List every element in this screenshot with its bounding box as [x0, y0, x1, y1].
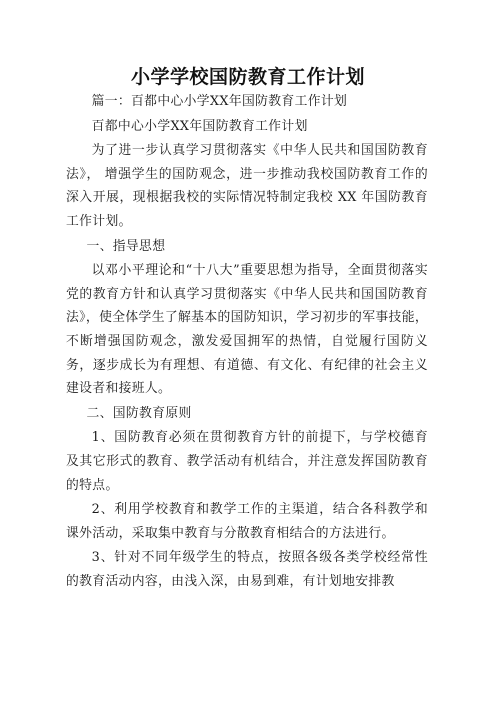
plan-name-line: 百都中心小学XX年国防教育工作计划	[91, 118, 308, 134]
heading-guiding-ideology: 一、指导思想	[86, 238, 166, 254]
guiding-ideology-paragraph: 以邓小平理论和“十八大”重要思想为指导，全面贯彻落实党的教育方针和认真学习贯彻落实《中华人民共和国国防教育法》，使全体学生了解基本的国防知识，学习初步的军事技能，不断增强国防观念，激发爱国拥军的热情，自觉履行国防义务，逐步成长为有理想、有道德、有文化、有纪律的社会主义建设者和接班人。	[66, 263, 428, 397]
intro-paragraph: 为了进一步认真学习贯彻落实《中华人民共和国国防教育法》， 增强学生的国防观念，进一步推动我校国防教育工作的深入开展，现根据我校的实际情况特制定我校 XX 年国防教育工作计划。	[66, 143, 428, 229]
section-source-heading: 篇一：百都中心小学XX年国防教育工作计划	[91, 94, 348, 109]
heading-education-principles: 二、国防教育原则	[86, 405, 192, 421]
principle-item-3: 3、针对不同年级学生的特点，按照各级各类学校经常性的教育活动内容，由浅入深，由易到难，有计划地安排教	[66, 550, 428, 589]
document-title: 小学学校国防教育工作计划	[130, 66, 365, 88]
principle-item-1: 1、国防教育必须在贯彻教育方针的前提下，与学校德育及其它形式的教育、教学活动有机结合，并注意发挥国防教育的特点。	[66, 430, 428, 493]
document-body	[66, 90, 428, 594]
principle-item-2: 2、利用学校教育和教学工作的主渠道，结合各科教学和课外活动，采取集中教育与分散教育相结合的方法进行。	[66, 502, 428, 541]
